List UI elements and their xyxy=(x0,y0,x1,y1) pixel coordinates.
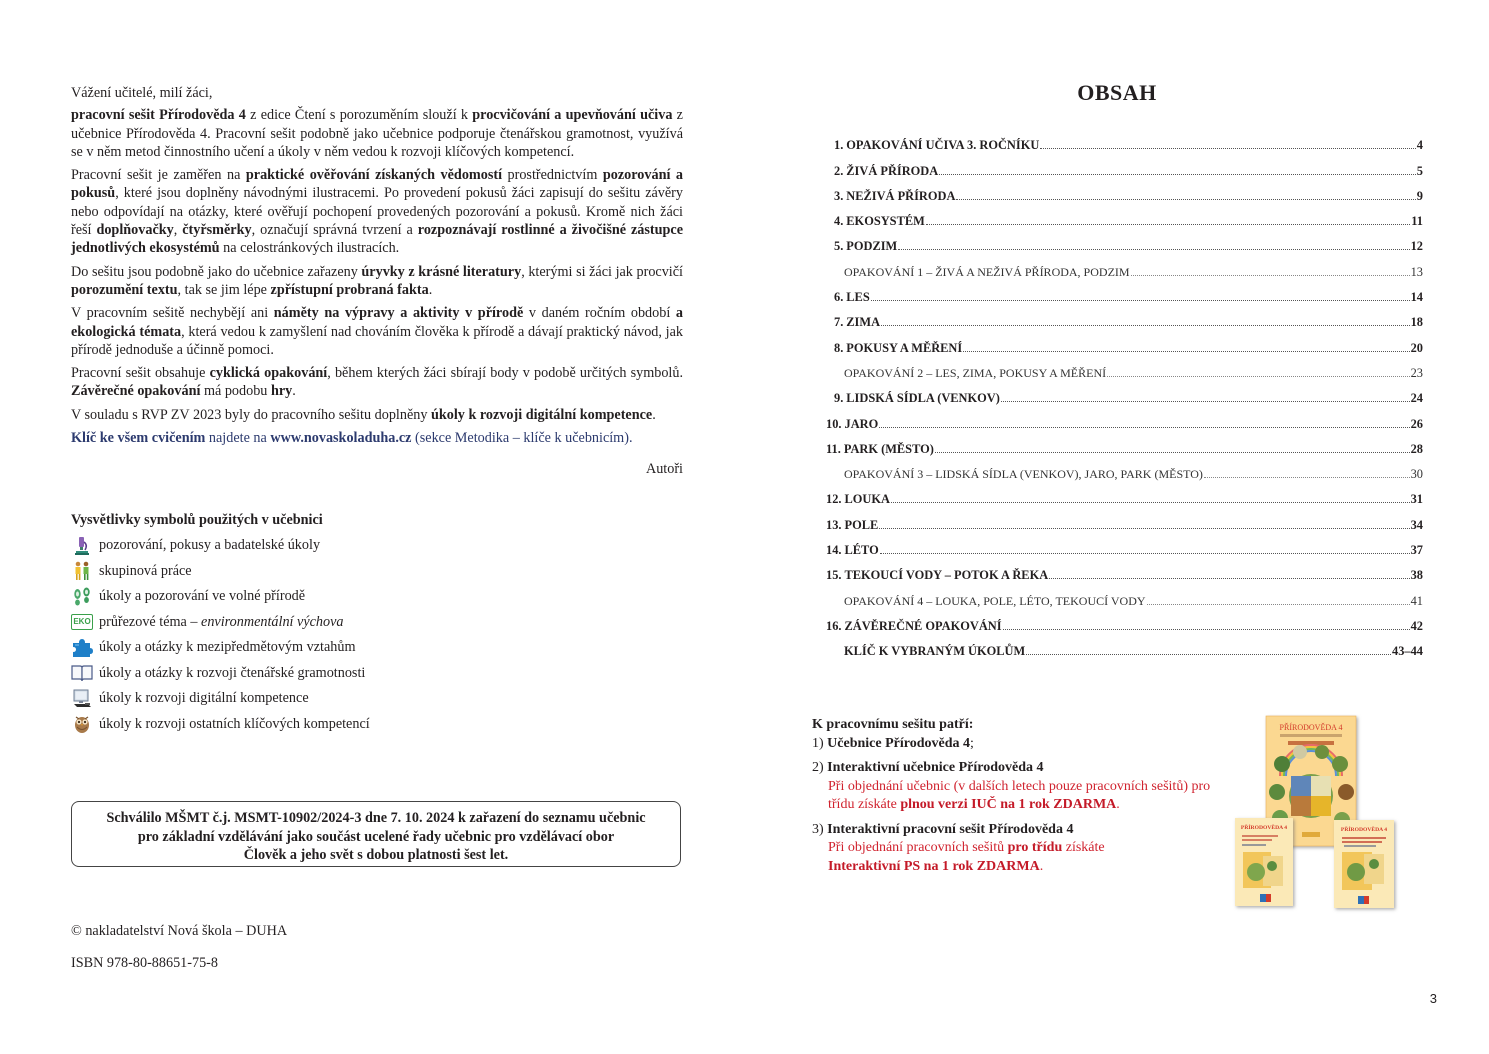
key-line-tail: (sekce Metodika – klíče k učebnicím). xyxy=(411,430,633,447)
toc-leader-dots xyxy=(898,248,1409,250)
item-title: Interaktivní učebnice Přírodověda 4 xyxy=(827,760,1044,775)
accompanying-item xyxy=(812,735,1232,754)
toc-chapter-entry[interactable] xyxy=(826,482,1423,507)
toc-label: OPAKOVÁNÍ 1 – ŽIVÁ A NEŽIVÁ PŘÍRODA, PODZIM xyxy=(844,264,1130,279)
eko-badge-icon xyxy=(71,612,93,632)
toc-leader-dots xyxy=(1107,375,1409,377)
toc-leader-dots xyxy=(956,198,1415,200)
microscope-icon xyxy=(71,536,93,556)
toc-review-entry[interactable] xyxy=(826,583,1423,608)
toc-chapter-entry[interactable] xyxy=(826,229,1423,254)
toc-leader-dots xyxy=(1040,147,1416,149)
main-cover-title: PŘÍRODOVĚDA 4 xyxy=(1279,723,1343,732)
toc-chapter-entry[interactable] xyxy=(826,381,1423,406)
promo-note xyxy=(812,778,1232,815)
toc-label: EKOSYSTÉM xyxy=(846,214,925,229)
toc-page-number: 13 xyxy=(1410,264,1423,279)
toc-page-number: 24 xyxy=(1410,391,1423,406)
toc-label: KLÍČ K VYBRANÝM ÚKOLŮM xyxy=(844,644,1026,659)
legend-list xyxy=(71,533,431,737)
emphasis-text: náměty na výpravy a aktivity v přírodě xyxy=(273,305,524,322)
intro-paragraph xyxy=(71,263,683,300)
paragraph-text: , xyxy=(173,222,183,239)
toc-chapter-entry[interactable] xyxy=(826,330,1423,355)
toc-leader-dots xyxy=(926,223,1410,225)
intro-paragraph xyxy=(71,364,683,401)
legend-label: úkoly k rozvoji digitální kompetence xyxy=(99,690,309,707)
toc-label: ŽIVÁ PŘÍRODA xyxy=(846,163,939,178)
book-covers-illustration xyxy=(1230,714,1400,914)
toc-page-number: 31 xyxy=(1410,492,1423,507)
toc-label: LES xyxy=(846,290,870,305)
legend-label-italic: environmentální výchova xyxy=(201,613,344,630)
approval-line-2: pro základní vzdělávání jako součást ucelené řady učebnic pro vzdělávací obor xyxy=(137,828,615,845)
legend-item xyxy=(71,559,431,585)
toc-page-number: 20 xyxy=(1410,340,1423,355)
toc-leader-dots xyxy=(1131,274,1410,276)
toc-label: OPAKOVÁNÍ 4 – LOUKA, POLE, LÉTO, TEKOUCÍ VODY xyxy=(844,593,1146,608)
book-covers-image xyxy=(1230,714,1400,914)
toc-page-number: 4 xyxy=(1416,138,1423,153)
left-cover-title: PŘÍRODOVĚDA 4 xyxy=(1240,825,1288,831)
emphasis-text: úryvky z krásné literatury xyxy=(361,263,522,280)
toc-label: TEKOUCÍ VODY – POTOK A ŘEKA xyxy=(844,568,1049,583)
promo-text: . xyxy=(1039,858,1044,874)
approval-box xyxy=(71,801,681,867)
isbn: ISBN 978-80-88651-75-8 xyxy=(71,955,218,971)
legend-label: průřezové téma – xyxy=(99,613,202,630)
paragraph-text: na celostránkových ilustracích. xyxy=(219,240,400,257)
promo-text: Při objednání pracovních sešitů xyxy=(828,840,1008,855)
legend-label: úkoly a otázky k rozvoji čtenářské gramotnosti xyxy=(99,664,366,681)
open-book-icon xyxy=(71,663,93,683)
toc-chapter-entry[interactable] xyxy=(826,153,1423,178)
toc-leader-dots xyxy=(1026,653,1391,655)
toc-page-number: 42 xyxy=(1410,618,1423,633)
toc-page-number: 23 xyxy=(1410,365,1423,380)
promo-note xyxy=(812,839,1232,876)
paragraph-text: , označují správná tvrzení a xyxy=(251,222,418,239)
toc-chapter-entry[interactable] xyxy=(826,406,1423,431)
emphasis-text: hry xyxy=(270,383,293,400)
paragraph-text: , kterými si žáci jak procvičí xyxy=(521,263,683,280)
toc-chapter-number: 16. xyxy=(826,618,842,633)
toc-label: OPAKOVÁNÍ 3 – LIDSKÁ SÍDLA (VENKOV), JARO, PARK (MĚSTO) xyxy=(844,467,1203,482)
toc-leader-dots xyxy=(879,527,1409,529)
toc-answer-key-entry[interactable] xyxy=(826,634,1423,659)
toc-label: OPAKOVÁNÍ 2 – LES, ZIMA, POKUSY A MĚŘENÍ xyxy=(844,365,1107,380)
toc-leader-dots xyxy=(891,501,1410,503)
item-number: 1) xyxy=(812,735,824,751)
emphasis-text: cyklická opakování xyxy=(209,365,328,382)
toc-leader-dots xyxy=(879,426,1409,428)
copyright: © nakladatelství Nová škola – DUHA xyxy=(71,923,288,939)
owl-icon xyxy=(71,714,93,734)
promo-text: získáte xyxy=(1062,840,1105,855)
legend-item xyxy=(71,610,431,636)
toc-chapter-number: 13. xyxy=(826,517,842,532)
toc-chapter-number: 15. xyxy=(826,568,842,583)
legend-item xyxy=(71,584,431,610)
paragraph-text: Do sešitu jsou podobně jako do učebnice zařazeny xyxy=(71,263,362,280)
legend-label: úkoly k rozvoji ostatních klíčových kompetencí xyxy=(99,715,370,732)
promo-emphasis: Interaktivní PS na 1 rok ZDARMA xyxy=(828,858,1040,874)
emphasis-text: zpřístupní probraná fakta xyxy=(270,281,429,298)
paragraph-text: z učebnice Přírodověda 4. Pracovní sešit podobně jako učebnice podporuje čtenářskou gramotnost, využívá se v něm metod činnostního učení a úkoly v něm vedou k rozvoji klíčových kompetencí. xyxy=(71,107,683,160)
emphasis-text: čtyřsměrky xyxy=(182,222,252,239)
toc-review-entry[interactable] xyxy=(826,457,1423,482)
promo-text: Při objednání učebnic (v dalších letech pouze pracovních sešitů) pro třídu získáte xyxy=(828,778,1211,812)
toc-leader-dots xyxy=(871,299,1410,301)
toc-label: POLE xyxy=(844,517,879,532)
toc-label: POKUSY A MĚŘENÍ xyxy=(846,340,963,355)
legend-item xyxy=(71,533,431,559)
workbook-cover-right xyxy=(1334,820,1394,908)
toc-label: PODZIM xyxy=(846,239,898,254)
authors-signature: Autoři xyxy=(645,461,683,478)
toc-page-number: 30 xyxy=(1410,467,1423,482)
intro-paragraph xyxy=(71,166,683,257)
toc-page-number: 43–44 xyxy=(1392,644,1423,659)
toc-review-entry[interactable] xyxy=(826,356,1423,381)
emphasis-text: Závěrečné opakování xyxy=(71,383,201,400)
accompanying-list xyxy=(812,735,1232,877)
intro-paragraph xyxy=(71,304,683,359)
toc-chapter-number: 1. xyxy=(834,138,844,153)
paragraph-text: , které jsou doplněny návodnými ilustracemi. Po provedení pokusů žáci zapisují do sešitu závěry nebo odpovídají na otázky, které ověřují pochopení provedených pozorování a pokusů. Kromě nich žáci řeší xyxy=(71,185,683,239)
toc-page-number: 12 xyxy=(1410,239,1423,254)
toc-chapter-number: 11. xyxy=(826,441,841,456)
right-cover-title: PŘÍRODOVĚDA 4 xyxy=(1340,827,1388,833)
toc-chapter-number: 10. xyxy=(826,416,842,431)
approval-line-1: Schválilo MŠMT č.j. MSMT-10902/2024-3 dne 7. 10. 2024 k zařazení do seznamu učebnic xyxy=(106,810,646,826)
accompanying-item-title xyxy=(812,759,1232,778)
table-of-contents xyxy=(826,128,1423,659)
accompanying-materials xyxy=(812,716,1232,876)
toc-page-number: 5 xyxy=(1416,163,1423,178)
toc-label: LIDSKÁ SÍDLA (VENKOV) xyxy=(846,391,1000,406)
toc-leader-dots xyxy=(1001,400,1410,402)
toc-chapter-entry[interactable] xyxy=(826,432,1423,457)
paragraph-text: V pracovním sešitě nechybějí ani xyxy=(71,305,274,322)
toc-chapter-number: 9. xyxy=(834,391,844,406)
legend-item xyxy=(71,686,431,712)
legend-label: skupinová práce xyxy=(99,562,192,579)
workbook-cover-left xyxy=(1235,818,1293,906)
legend-item xyxy=(71,712,431,738)
key-line-bold: Klíč ke všem cvičením xyxy=(71,430,206,447)
toc-leader-dots xyxy=(1204,476,1410,478)
page-number: 3 xyxy=(1429,991,1437,1006)
puzzle-icon xyxy=(71,638,93,658)
toc-leader-dots xyxy=(939,173,1416,175)
emphasis-text: pozorování a pokusů xyxy=(71,167,684,202)
legend-label: úkoly a otázky k mezipředmětovým vztahům xyxy=(99,639,356,656)
toc-leader-dots xyxy=(935,451,1410,453)
toc-label: PARK (MĚSTO) xyxy=(843,441,934,456)
greeting: Vážení učitelé, milí žáci, xyxy=(71,85,213,101)
toc-chapter-entry[interactable] xyxy=(826,558,1423,583)
item-number: 2) xyxy=(812,760,824,775)
emphasis-text: praktické ověřování získaných vědomostí xyxy=(245,167,503,184)
toc-chapter-entry[interactable] xyxy=(826,609,1423,634)
right-page xyxy=(745,0,1489,1054)
toc-page-number: 34 xyxy=(1410,517,1423,532)
toc-chapter-number: 5. xyxy=(834,239,844,254)
key-line xyxy=(71,429,683,447)
toc-page-number: 41 xyxy=(1410,593,1423,608)
toc-page-number: 26 xyxy=(1410,416,1423,431)
legend-label: pozorování, pokusy a badatelské úkoly xyxy=(99,537,321,554)
emphasis-text: a ekologická témata xyxy=(71,305,683,340)
toc-page-number: 11 xyxy=(1411,214,1423,229)
paragraph-text: . xyxy=(428,281,433,298)
toc-leader-dots xyxy=(1049,577,1409,579)
emphasis-text: doplňovačky xyxy=(96,222,174,239)
toc-label: LÉTO xyxy=(844,543,879,558)
toc-title: OBSAH xyxy=(1077,80,1157,105)
emphasis-text: úkoly k rozvoji digitální kompetence xyxy=(430,406,653,423)
intro-paragraphs xyxy=(71,106,683,424)
legend-item xyxy=(71,635,431,661)
promo-text: . xyxy=(1116,797,1120,812)
toc-label: ZIMA xyxy=(846,315,881,330)
accompanying-header: K pracovnímu sešitu patří: xyxy=(812,717,974,732)
emphasis-text: rozpoznávají rostlinné a živočišné zástupce jednotlivých ekosystémů xyxy=(71,222,683,257)
toc-leader-dots xyxy=(880,552,1410,554)
item-title: Učebnice Přírodověda 4 xyxy=(827,735,971,751)
paragraph-text: , tak se jim lépe xyxy=(177,281,271,298)
toc-chapter-number: 3. xyxy=(834,188,844,203)
accompanying-item xyxy=(812,759,1232,815)
footprints-icon xyxy=(71,587,93,607)
toc-label: LOUKA xyxy=(844,492,890,507)
toc-page-number: 14 xyxy=(1410,290,1423,305)
toc-label: JARO xyxy=(844,416,879,431)
toc-chapter-entry[interactable] xyxy=(826,204,1423,229)
accompanying-item-title xyxy=(812,735,1232,754)
toc-chapter-number: 7. xyxy=(834,315,844,330)
paragraph-text: v daném ročním období xyxy=(523,305,676,322)
intro-paragraph xyxy=(71,106,683,161)
paragraph-text: V souladu s RVP ZV 2023 byly do pracovního sešitu doplněny xyxy=(71,406,431,423)
toc-review-entry[interactable] xyxy=(826,254,1423,279)
group-work-icon xyxy=(71,561,93,581)
emphasis-text: procvičování a upevňování učiva xyxy=(472,107,673,124)
legend-item xyxy=(71,661,431,687)
toc-leader-dots xyxy=(963,350,1409,352)
paragraph-text: . xyxy=(652,406,656,423)
paragraph-text: Pracovní sešit obsahuje xyxy=(71,365,210,382)
toc-chapter-number: 2. xyxy=(834,163,844,178)
emphasis-text: pracovní sešit Přírodověda 4 xyxy=(71,107,246,124)
website-link[interactable]: www.novaskoladuha.cz xyxy=(270,430,412,447)
toc-leader-dots xyxy=(881,324,1410,326)
accompanying-item xyxy=(812,821,1232,877)
toc-leader-dots xyxy=(1003,628,1410,630)
symbol-legend xyxy=(71,511,431,737)
paragraph-text: , během kterých žáci sbírají body v podobě určitých symbolů. xyxy=(327,365,683,382)
toc-chapter-number: 4. xyxy=(834,214,844,229)
key-line-mid: najdete na xyxy=(205,430,271,447)
accompanying-item-title xyxy=(812,821,1232,840)
computer-icon xyxy=(71,689,93,709)
paragraph-text: Pracovní sešit je zaměřen na xyxy=(71,167,246,184)
item-title: Interaktivní pracovní sešit Přírodověda 4 xyxy=(827,821,1074,837)
toc-label: ZÁVĚREČNÉ OPAKOVÁNÍ xyxy=(844,618,1002,633)
paragraph-text: . xyxy=(292,383,296,400)
legend-title: Vysvětlivky symbolů použitých v učebnici xyxy=(71,512,323,528)
intro-paragraph xyxy=(71,406,683,424)
paragraph-text: z edice Čtení s porozuměním slouží k xyxy=(245,107,473,124)
toc-label: NEŽIVÁ PŘÍRODA xyxy=(846,188,956,203)
legend-label: úkoly a pozorování ve volné přírodě xyxy=(99,588,306,605)
paragraph-text: , která vedou k zamyšlení nad chováním člověka k přírodě a dávají praktický návod, jak přírodě jednoduše a účinně pomoci. xyxy=(71,323,683,358)
toc-leader-dots xyxy=(1147,603,1410,605)
toc-chapter-number: 6. xyxy=(834,290,844,305)
emphasis-text: porozumění textu xyxy=(71,281,178,298)
toc-chapter-number: 8. xyxy=(834,340,844,355)
toc-chapter-entry[interactable] xyxy=(826,507,1423,532)
toc-page-number: 9 xyxy=(1416,188,1423,203)
toc-chapter-entry[interactable] xyxy=(826,280,1423,305)
promo-emphasis: plnou verzi IUČ na 1 rok ZDARMA xyxy=(900,797,1117,812)
paragraph-text: prostřednictvím xyxy=(502,167,603,184)
toc-page-number: 38 xyxy=(1410,568,1423,583)
toc-chapter-entry[interactable] xyxy=(826,305,1423,330)
toc-page-number: 18 xyxy=(1410,315,1423,330)
paragraph-text: má podobu xyxy=(200,383,271,400)
toc-label: OPAKOVÁNÍ UČIVA 3. ROČNÍKU xyxy=(846,138,1040,153)
toc-chapter-number: 14. xyxy=(826,543,842,558)
item-number: 3) xyxy=(812,821,824,837)
item-suffix: ; xyxy=(970,735,974,751)
toc-chapter-entry[interactable] xyxy=(826,179,1423,204)
toc-chapter-number: 12. xyxy=(826,492,842,507)
promo-emphasis: pro třídu xyxy=(1007,840,1063,855)
eko-badge-text: EKO xyxy=(71,614,92,630)
toc-chapter-entry[interactable] xyxy=(826,533,1423,558)
toc-chapter-entry[interactable] xyxy=(826,128,1423,153)
approval-line-3: Člověk a jeho svět s dobou platnosti šest let. xyxy=(243,847,509,863)
intro-text xyxy=(71,84,683,484)
toc-page-number: 28 xyxy=(1410,441,1423,456)
toc-page-number: 37 xyxy=(1410,543,1423,558)
